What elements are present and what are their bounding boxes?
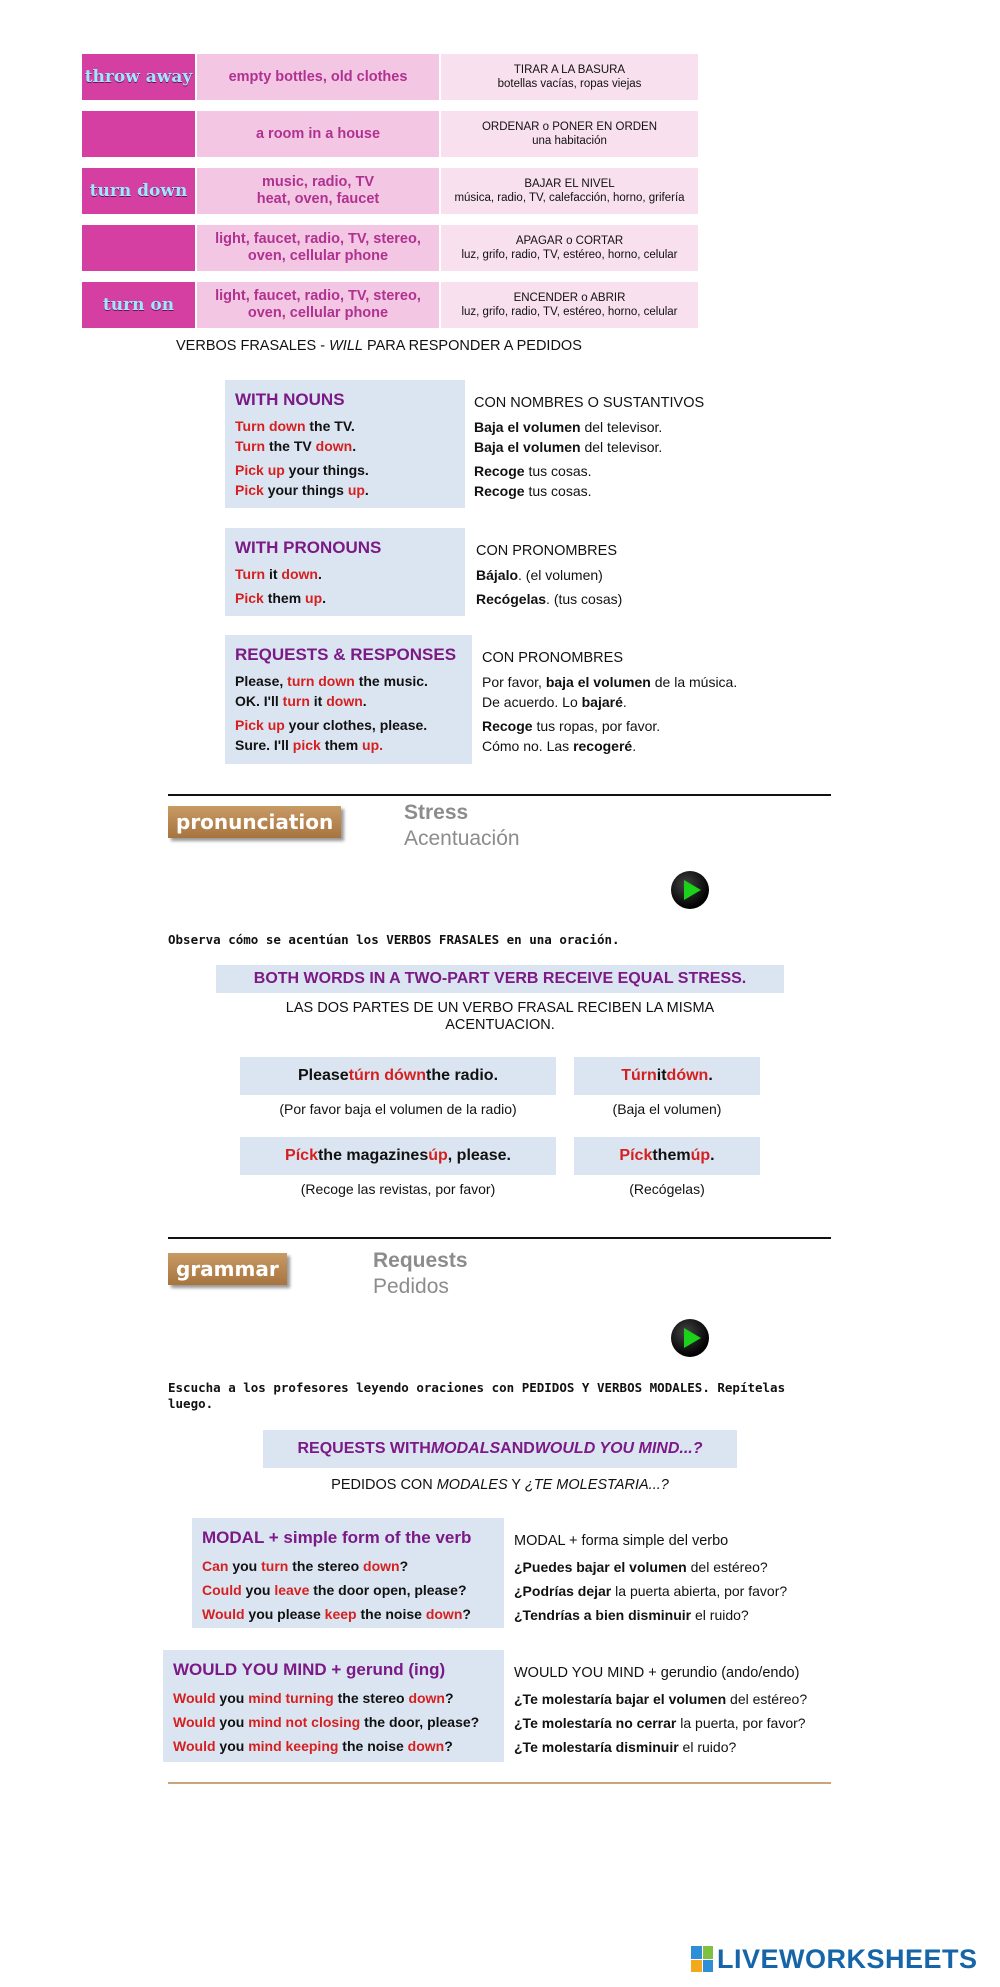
- translation-cell: [441, 168, 698, 214]
- translation-main: ORDENAR o PONER EN ORDEN: [481, 121, 658, 133]
- verb-cell: turn on: [82, 282, 195, 328]
- logo-mark-icon: [691, 1946, 713, 1972]
- modals-banner: REQUESTS WITH MODALS AND WOULD YOU MIND...?: [263, 1430, 737, 1468]
- objects-text: light, faucet, radio, TV, stereo,: [215, 288, 421, 304]
- section-title: [176, 338, 582, 354]
- requests-es-box: [472, 635, 792, 766]
- stress-translation-2: (Baja el volumen): [612, 1101, 722, 1117]
- modal-line-1: Can you turn the stereo down?: [202, 1558, 409, 1574]
- modal-line-2: Could you leave the door open, please?: [202, 1582, 467, 1598]
- objects-text: oven, cellular phone: [247, 248, 389, 264]
- pronouns-es-line-1: Bájalo. (el volumen): [476, 567, 603, 583]
- pronouns-line-2: Pick them up.: [235, 590, 327, 606]
- nouns-line-3: Pick up your things.: [235, 462, 369, 478]
- mind-line-1: Would you mind turning the stereo down?: [173, 1690, 454, 1706]
- objects-text: light, faucet, radio, TV, stereo,: [215, 231, 421, 247]
- objects-cell: [197, 54, 439, 100]
- translation-cell: [441, 225, 698, 271]
- modal-line-3: Would you please keep the noise down?: [202, 1606, 471, 1622]
- pronouns-line-1: Turn it down.: [235, 566, 322, 582]
- table-row: [82, 282, 698, 328]
- translation-cell: [441, 111, 698, 157]
- objects-cell: [197, 111, 439, 157]
- requests-line-2: OK. I'll turn it down.: [235, 693, 367, 709]
- divider: [168, 1237, 831, 1239]
- modal-heading: MODAL + simple form of the verb: [202, 1528, 472, 1547]
- section-title-italic: WILL: [329, 338, 363, 354]
- pronouns-es-line-2: Recógelas. (tus cosas): [476, 591, 623, 607]
- translation-sub: botellas vacías, ropas viejas: [497, 78, 642, 90]
- stress-title: Stress: [404, 801, 469, 824]
- stress-example-3: Píck the magazines úp , please.: [240, 1137, 556, 1175]
- objects-text: heat, oven, faucet: [256, 191, 380, 207]
- stress-translation-4: (Recógelas): [629, 1181, 705, 1197]
- logo-text: LIVEWORKSHEETS: [717, 1943, 978, 1974]
- play-audio-button[interactable]: [671, 1319, 709, 1357]
- translation-sub: luz, grifo, radio, TV, estéreo, horno, celular: [461, 249, 678, 261]
- requests-es-line-4: Cómo no. Las recogeré.: [482, 738, 637, 754]
- pronunciation-badge: pronunciation: [168, 806, 341, 838]
- nouns-box: [225, 380, 465, 508]
- nouns-heading: WITH NOUNS: [235, 390, 345, 409]
- section-title-post: PARA RESPONDER A PEDIDOS: [362, 338, 582, 354]
- stress-example-4: Píck them úp .: [574, 1137, 760, 1175]
- requests-es-line-2: De acuerdo. Lo bajaré.: [482, 694, 627, 710]
- mind-line-3: Would you mind keeping the noise down?: [173, 1738, 453, 1754]
- stress-banner: BOTH WORDS IN A TWO-PART VERB RECEIVE EQUAL STRESS.: [216, 965, 784, 993]
- nouns-es-line-1: Baja el volumen del televisor.: [474, 419, 663, 435]
- requests-box: [225, 635, 472, 764]
- nouns-es-heading: CON NOMBRES O SUSTANTIVOS: [474, 395, 705, 411]
- table-row: [82, 168, 698, 214]
- play-audio-button[interactable]: [671, 871, 709, 909]
- modals-banner-es: PEDIDOS CON MODALES Y ¿TE MOLESTARIA...?: [331, 1477, 669, 1493]
- mind-es-box: [504, 1650, 844, 1769]
- modal-es-line-2: ¿Podrías dejar la puerta abierta, por favor?: [514, 1583, 788, 1599]
- divider: [168, 794, 831, 796]
- requests-line-1: Please, turn down the music.: [235, 673, 428, 689]
- grammar-instruction-1: Escucha a los profesores leyendo oraciones con PEDIDOS Y VERBOS MODALES. Repítelas: [168, 1380, 786, 1395]
- nouns-es-line-3: Recoge tus cosas.: [474, 463, 592, 479]
- mind-es-heading: WOULD YOU MIND + gerundio (ando/endo): [514, 1665, 800, 1681]
- divider: [168, 1782, 831, 1784]
- verb-cell: [82, 225, 195, 271]
- verb-cell: [82, 111, 195, 157]
- stress-translation-3: (Recoge las revistas, por favor): [300, 1181, 496, 1197]
- stress-translation-1: (Por favor baja el volumen de la radio): [279, 1101, 517, 1117]
- nouns-es-box: [464, 380, 764, 511]
- verb-cell: throw away: [82, 54, 195, 100]
- nouns-es-line-2: Baja el volumen del televisor.: [474, 439, 663, 455]
- verb-cell: turn down: [82, 168, 195, 214]
- mind-line-2: Would you mind not closing the door, please?: [173, 1714, 480, 1730]
- stress-example-2: Túrn it dówn .: [574, 1057, 760, 1095]
- objects-text: empty bottles, old clothes: [228, 68, 408, 85]
- requests-subtitle: Pedidos: [373, 1275, 449, 1298]
- mind-es-line-1: ¿Te molestaría bajar el volumen del estéreo?: [514, 1691, 808, 1707]
- requests-es-line-3: Recoge tus ropas, por favor.: [482, 718, 661, 734]
- nouns-es-line-4: Recoge tus cosas.: [474, 483, 592, 499]
- pronouns-es-heading: CON PRONOMBRES: [476, 543, 617, 559]
- translation-main: TIRAR A LA BASURA: [513, 64, 626, 76]
- translation-sub: música, radio, TV, calefacción, horno, grifería: [454, 192, 685, 204]
- table-row: [82, 225, 698, 271]
- stress-banner-es-2: ACENTUACION.: [445, 1017, 555, 1033]
- translation-cell: [441, 282, 698, 328]
- objects-text: oven, cellular phone: [247, 305, 389, 321]
- requests-heading: REQUESTS & RESPONSES: [235, 645, 457, 664]
- objects-text: a room in a house: [255, 125, 381, 142]
- requests-es-line-1: Por favor, baja el volumen de la música.: [482, 674, 738, 690]
- pronouns-box: [225, 528, 465, 616]
- modal-es-heading: MODAL + forma simple del verbo: [514, 1533, 729, 1549]
- objects-cell: [197, 282, 439, 328]
- section-title-pre: VERBOS FRASALES -: [176, 338, 330, 354]
- stress-subtitle: Acentuación: [404, 827, 520, 850]
- modal-es-line-3: ¿Tendrías a bien disminuir el ruido?: [514, 1607, 749, 1623]
- pronouns-heading: WITH PRONOUNS: [235, 538, 382, 557]
- translation-main: APAGAR o CORTAR: [515, 235, 624, 247]
- objects-cell: [197, 225, 439, 271]
- nouns-line-2: Turn the TV down.: [235, 438, 357, 454]
- requests-line-3: Pick up your clothes, please.: [235, 717, 428, 733]
- stress-banner-es-1: LAS DOS PARTES DE UN VERBO FRASAL RECIBEN LA MISMA: [285, 1000, 715, 1016]
- translation-main: ENCENDER o ABRIR: [513, 292, 626, 304]
- stress-banner-es: [216, 1000, 784, 1034]
- modal-es-line-1: ¿Puedes bajar el volumen del estéreo?: [514, 1559, 768, 1575]
- nouns-line-1: Turn down the TV.: [235, 418, 355, 434]
- translation-sub: luz, grifo, radio, TV, estéreo, horno, celular: [461, 306, 678, 318]
- mind-es-line-2: ¿Te molestaría no cerrar la puerta, por favor?: [514, 1715, 806, 1731]
- nouns-line-4: Pick your things up.: [235, 482, 369, 498]
- liveworksheets-logo[interactable]: [691, 1944, 978, 1974]
- objects-text: music, radio, TV: [262, 174, 374, 190]
- translation-main: BAJAR EL NIVEL: [524, 178, 615, 190]
- modal-box: [192, 1518, 504, 1628]
- mind-box: [163, 1650, 504, 1762]
- grammar-badge: grammar: [168, 1253, 287, 1285]
- grammar-instruction: [168, 1380, 828, 1412]
- stress-example-1: Please túrn dówn the radio.: [240, 1057, 556, 1095]
- table-row: [82, 111, 698, 157]
- mind-heading: WOULD YOU MIND + gerund (ing): [173, 1660, 446, 1679]
- modal-es-box: [504, 1518, 834, 1637]
- grammar-instruction-2: luego.: [168, 1396, 214, 1411]
- translation-cell: [441, 54, 698, 100]
- translation-sub: una habitación: [532, 135, 607, 147]
- pronunciation-instruction: Observa cómo se acentúan los VERBOS FRASALES en una oración.: [168, 932, 620, 947]
- requests-title: Requests: [373, 1249, 468, 1272]
- requests-line-4: Sure. I'll pick them up.: [235, 737, 384, 753]
- mind-es-line-3: ¿Te molestaría disminuir el ruido?: [514, 1739, 737, 1755]
- table-row: [82, 54, 698, 100]
- pronouns-es-box: [466, 528, 766, 619]
- objects-cell: [197, 168, 439, 214]
- requests-es-heading: CON PRONOMBRES: [482, 650, 623, 666]
